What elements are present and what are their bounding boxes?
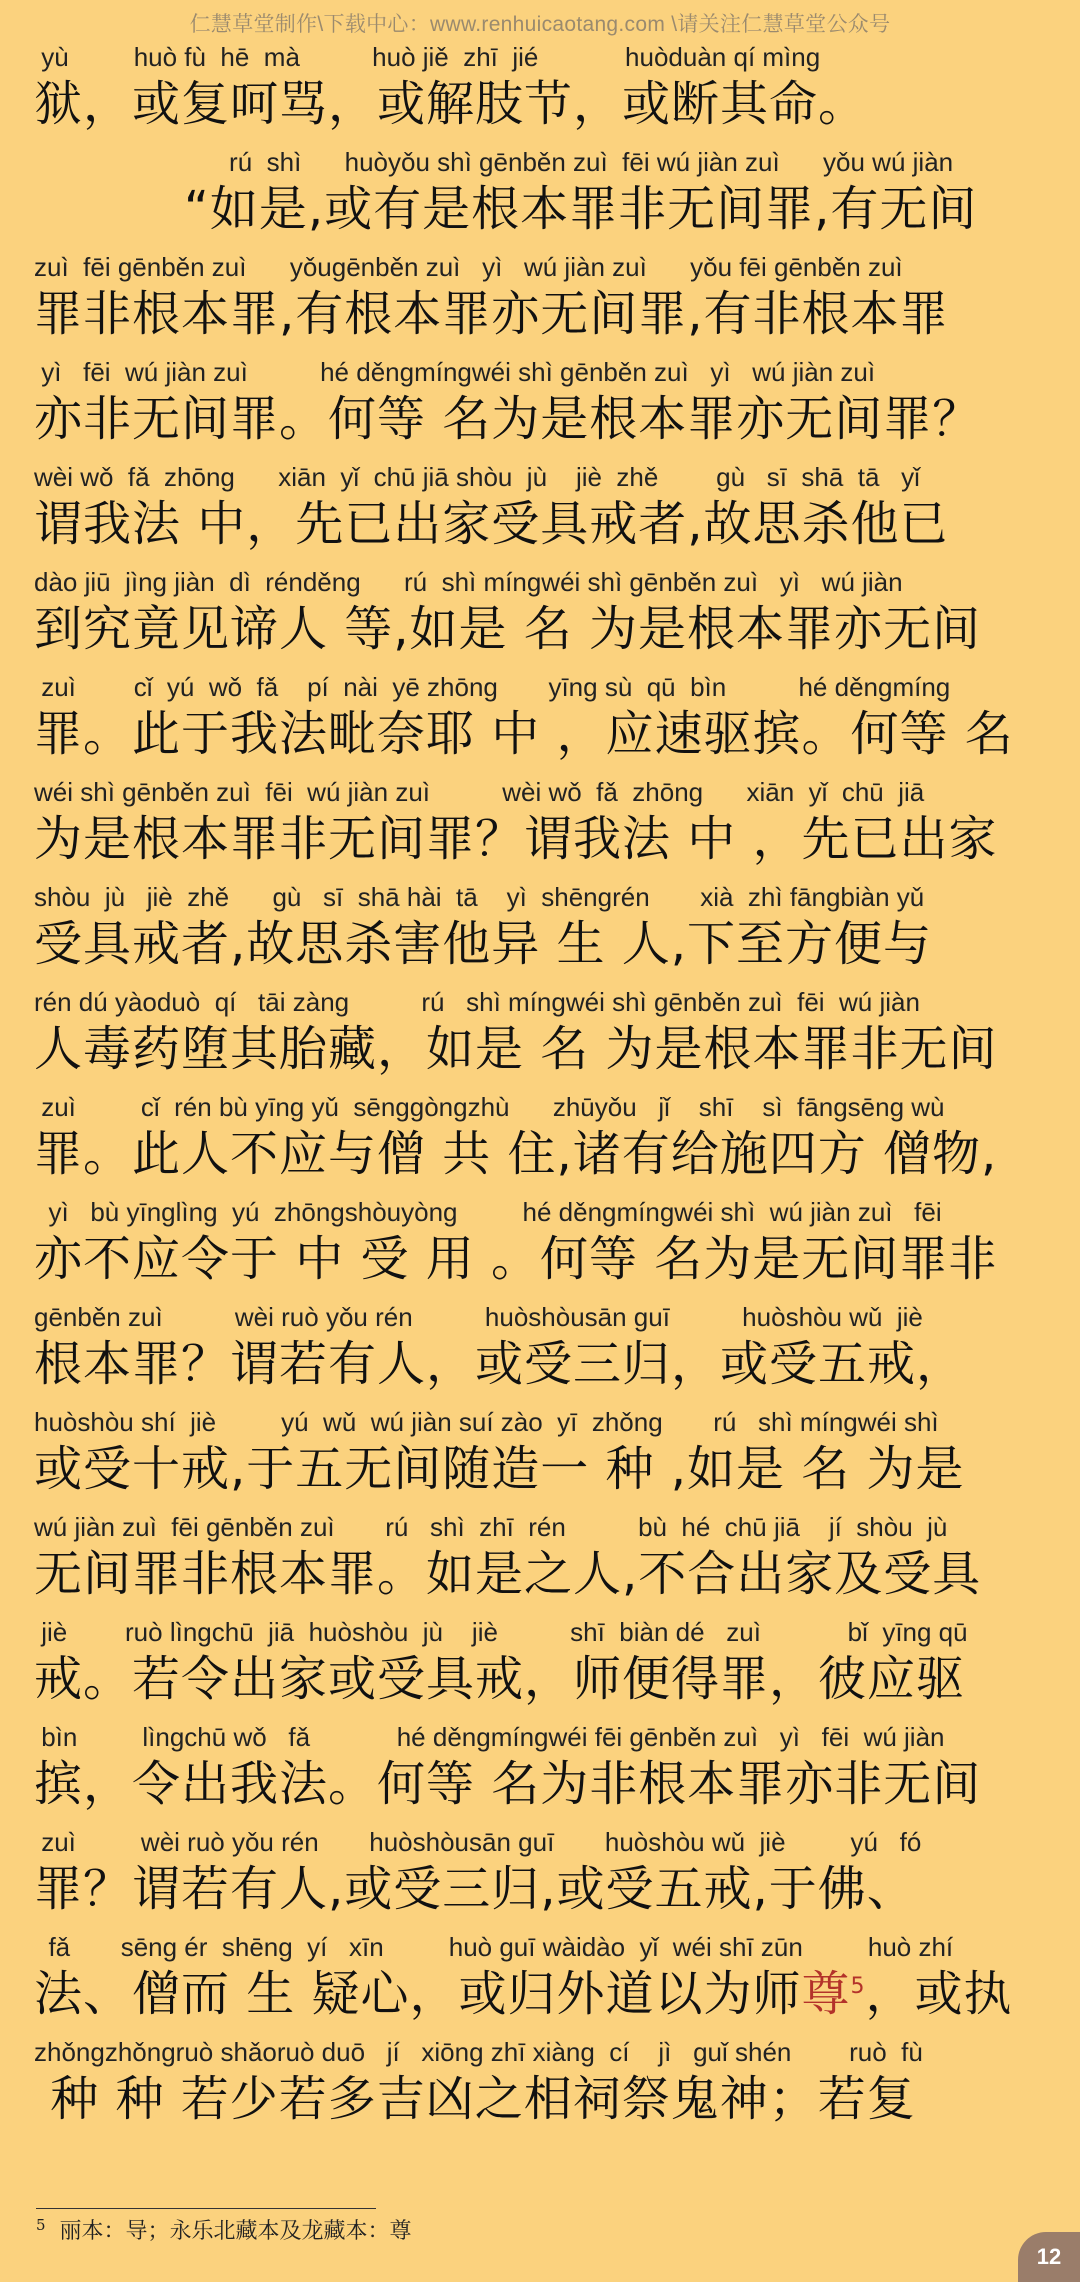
pinyin-row: zuì fēi gēnběn zuì yǒugēnběn zuì yì wú jiàn zuì yǒu fēi gēnběn zuì (34, 252, 903, 282)
pinyin-row: wèi wǒ fǎ zhōng xiān yǐ chū jiā shòu jù jiè zhě gù sī shā tā yǐ (34, 462, 920, 492)
hanzi-segment: ，或执 (865, 1966, 1013, 2022)
text-line (34, 351, 1054, 456)
footnote-reference[interactable]: 5 (850, 1974, 866, 1999)
hanzi-row: 为是根本罪非无间罪？谓我法 中 ，先已出家 (34, 811, 998, 867)
pinyin-row: dào jiū jìng jiàn dì rénděng rú shì míngwéi shì gēnběn zuì yì wú jiàn (34, 567, 903, 597)
hanzi-row: 亦非无间罪。何等 名为是根本罪亦无间罪？ (34, 391, 982, 447)
hanzi-row: 或受十戒,于五无间随造一 种 ,如是 名 为是 (34, 1441, 965, 1497)
text-body (34, 36, 1054, 2136)
text-line (34, 1716, 1054, 1821)
text-line (34, 246, 1054, 351)
pinyin-row: yì fēi wú jiàn zuì hé děngmíngwéi shì gēnběn zuì yì wú jiàn zuì (34, 357, 876, 387)
hanzi-row: 受具戒者,故思杀害他异 生 人,下至方便与 (34, 916, 933, 972)
hanzi-row: 罪。此于我法毗奈耶 中 ，应速驱摈。何等 名 (34, 706, 1014, 762)
text-line (34, 771, 1054, 876)
footnote-divider (36, 2208, 376, 2209)
hanzi-row: 罪非根本罪,有根本罪亦无间罪,有非根本罪 (34, 286, 949, 342)
pinyin-row: wéi shì gēnběn zuì fēi wú jiàn zuì wèi wǒ fǎ zhōng xiān yǐ chū jiā (34, 777, 925, 807)
text-line (34, 1191, 1054, 1296)
pinyin-row: zuì cǐ yú wǒ fǎ pí nài yē zhōng yīng sù qū bìn hé děngmíng (34, 672, 951, 702)
pinyin-row: bìn lìngchū wǒ fǎ hé děngmíngwéi fēi gēnběn zuì yì fēi wú jiàn (34, 1722, 945, 1752)
text-line (34, 1926, 1054, 2031)
text-line (34, 876, 1054, 981)
pinyin-row: rú shì huòyǒu shì gēnběn zuì fēi wú jiàn zuì yǒu wú jiàn (34, 147, 954, 177)
hanzi-row: 罪？谓若有人,或受三归,或受五戒,于佛、 (34, 1861, 916, 1917)
hanzi-segment: 法、僧而 生 疑心，或归外道以为师 (34, 1966, 802, 2022)
pinyin-row: zhǒngzhǒngruò shǎoruò duō jí xiōng zhī xiàng cí jì guǐ shén ruò fù (34, 2037, 923, 2067)
hanzi-row: 摈，令出我法。何等 名为非根本罪亦非无间 (34, 1756, 982, 1812)
pinyin-row: shòu jù jiè zhě gù sī shā hài tā yì shēngrén xià zhì fāngbiàn yǔ (34, 882, 925, 912)
pinyin-row: huòshòu shí jiè yú wǔ wú jiàn suí zào yī zhǒng rú shì míngwéi shì (34, 1407, 939, 1437)
text-line (34, 1611, 1054, 1716)
text-line (34, 456, 1054, 561)
hanzi-row (34, 1964, 1054, 2024)
hanzi-row: 无间罪非根本罪。如是之人,不合出家及受具 (34, 1546, 982, 1602)
pinyin-row: yì bù yīnglìng yú zhōngshòuyòng hé děngmíngwéi shì wú jiàn zuì fēi (34, 1197, 942, 1227)
pinyin-row: wú jiàn zuì fēi gēnběn zuì rú shì zhī rén bù hé chū jiā jí shòu jù (34, 1512, 948, 1542)
text-line (34, 666, 1054, 771)
page-number-badge: 12 (1018, 2232, 1080, 2282)
pinyin-row: zuì cǐ rén bù yīng yǔ sēnggòngzhù zhūyǒu jǐ shī sì fāngsēng wù (34, 1092, 945, 1122)
text-line (34, 561, 1054, 666)
hanzi-row: 戒。若令出家或受具戒，师便得罪，彼应驱 (34, 1651, 966, 1707)
footnote-text: 丽本：导；永乐北藏本及龙藏本：尊 (59, 2219, 412, 2244)
hanzi-row: 到究竟见谛人 等,如是 名 为是根本罪亦无间 (34, 601, 982, 657)
hanzi-row: 狱，或复呵骂，或解肢节，或断其命。 (34, 76, 868, 132)
text-line (34, 1821, 1054, 1926)
pinyin-row: rén dú yàoduò qí tāi zàng rú shì míngwéi shì gēnběn zuì fēi wú jiàn (34, 987, 920, 1017)
hanzi-row: 谓我法 中，先已出家受具戒者,故思杀他已 (34, 496, 949, 552)
header-watermark: 仁慧草堂制作\下载中心：www.renhuicaotang.com \请关注仁慧草堂公众号 (189, 13, 891, 36)
pinyin-row: yù huò fù hē mà huò jiě zhī jié huòduàn qí mìng (34, 42, 821, 72)
variant-character: 尊 (801, 1966, 851, 2022)
text-line (34, 1401, 1054, 1506)
text-line (34, 1296, 1054, 1401)
text-line (34, 981, 1054, 1086)
pinyin-row: zuì wèi ruò yǒu rén huòshòusān guī huòshòu wǔ jiè yú fó (34, 1827, 922, 1857)
pinyin-row: gēnběn zuì wèi ruò yǒu rén huòshòusān guī huòshòu wǔ jiè (34, 1302, 923, 1332)
text-line (34, 141, 1054, 246)
footnote (36, 2214, 412, 2245)
pinyin-row: jiè ruò lìngchū jiā huòshòu jù jiè shī biàn dé zuì bǐ yīng qū (34, 1617, 968, 1647)
text-line (34, 2031, 1054, 2136)
hanzi-row: 罪。此人不应与僧 共 住,诸有给施四方 僧物, (34, 1126, 998, 1182)
hanzi-row: 亦不应令于 中 受 用 。何等 名为是无间罪非 (34, 1231, 998, 1287)
text-line (34, 1506, 1054, 1611)
hanzi-row: “如是,或有是根本罪非无间罪,有无间 (184, 181, 978, 237)
text-line (34, 36, 1054, 141)
footnote-number: 5 (36, 2215, 46, 2234)
hanzi-row: 种 种 若少若多吉凶之相祠祭鬼神；若复 (34, 2071, 916, 2127)
hanzi-row: 根本罪？谓若有人，或受三归，或受五戒， (34, 1336, 966, 1392)
pinyin-row: fǎ sēng ér shēng yí xīn huò guī wàidào yǐ wéi shī zūn huò zhí (34, 1932, 954, 1962)
hanzi-row: 人毒药堕其胎藏，如是 名 为是根本罪非无间 (34, 1021, 998, 1077)
text-line (34, 1086, 1054, 1191)
